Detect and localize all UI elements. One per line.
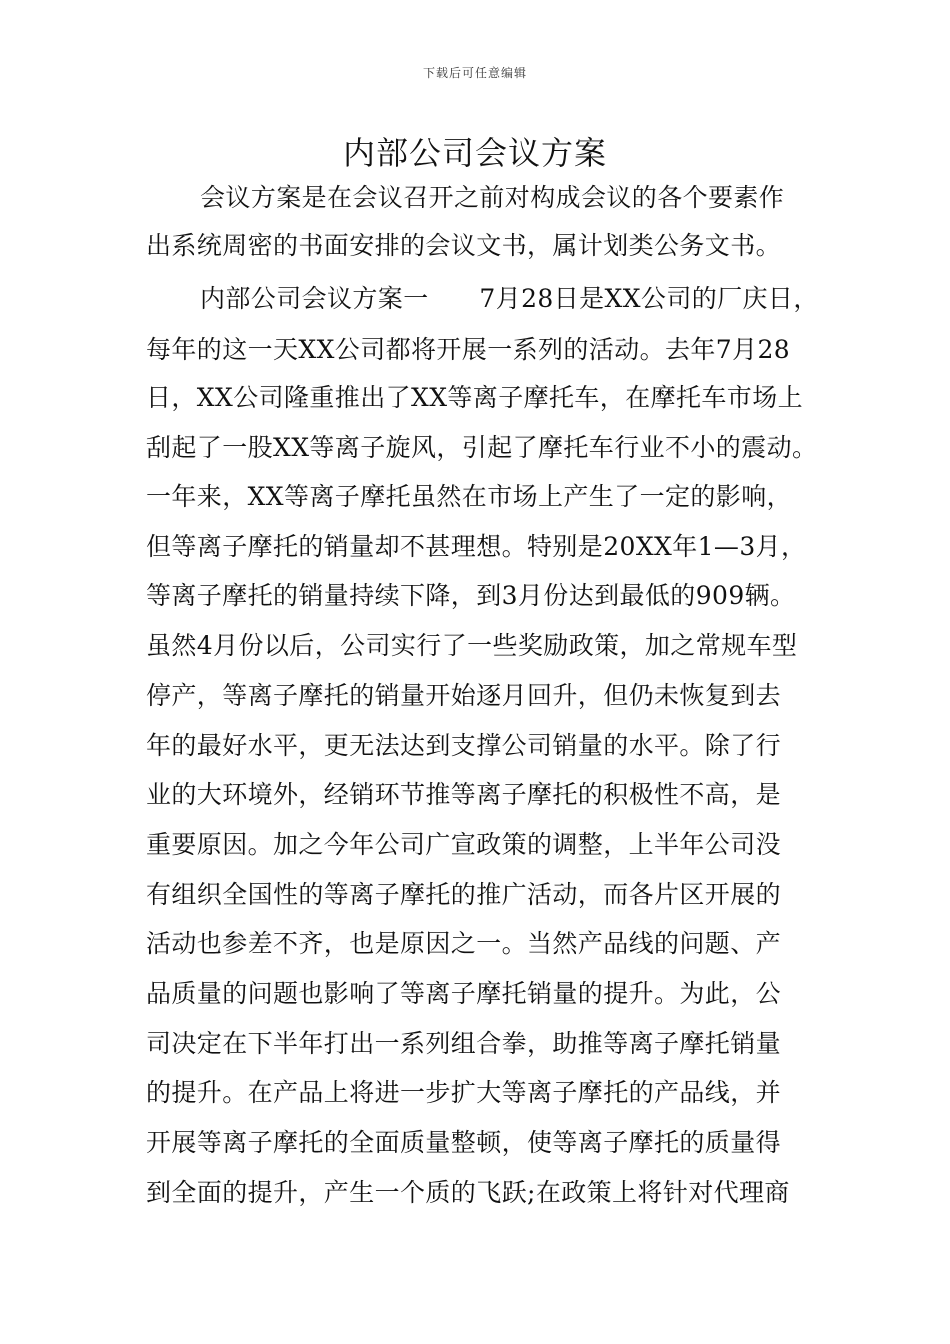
paragraph-line: 开展等离子摩托的全面质量整顿，使等离子摩托的质量得	[146, 1128, 782, 1157]
paragraph-line: 刮起了一股XX等离子旋风，引起了摩托车行业不小的震动。	[146, 433, 818, 462]
paragraph-line: 一年来，XX等离子摩托虽然在市场上产生了一定的影响，	[146, 482, 792, 511]
paragraph-line: 重要原因。加之今年公司广宣政策的调整，上半年公司没	[146, 830, 782, 859]
paragraph-line: 活动也参差不齐，也是原因之一。当然产品线的问题、产	[146, 929, 782, 958]
paragraph-line: 业的大环境外，经销环节推等离子摩托的积极性不高，是	[146, 780, 782, 809]
paragraph-line: 品质量的问题也影响了等离子摩托销量的提升。为此，公	[146, 979, 782, 1008]
paragraph-line: 司决定在下半年打出一系列组合拳，助推等离子摩托销量	[146, 1029, 782, 1058]
paragraph-line: 虽然4月份以后，公司实行了一些奖励政策，加之常规车型	[146, 631, 798, 660]
paragraph-line: 内部公司会议方案一 7月28日是XX公司的厂庆日，	[200, 284, 819, 313]
paragraph-line: 年的最好水平，更无法达到支撑公司销量的水平。除了行	[146, 731, 782, 760]
header-note: 下载后可任意编辑	[422, 66, 527, 80]
paragraph-line: 到全面的提升，产生一个质的飞跃;在政策上将针对代理商	[146, 1178, 790, 1207]
paragraph-line: 等离子摩托的销量持续下降，到3月份达到最低的909辆。	[146, 581, 796, 610]
paragraph-line: 每年的这一天XX公司都将开展一系列的活动。去年7月28	[146, 335, 791, 364]
paragraph-line: 停产，等离子摩托的销量开始逐月回升，但仍未恢复到去	[146, 681, 782, 710]
paragraph-line: 出系统周密的书面安排的会议文书，属计划类公务文书。	[146, 231, 782, 260]
paragraph-line: 有组织全国性的等离子摩托的推广活动，而各片区开展的	[146, 880, 782, 909]
paragraph-line: 会议方案是在会议召开之前对构成会议的各个要素作	[200, 183, 785, 212]
paragraph-line: 日，XX公司隆重推出了XX等离子摩托车，在摩托车市场上	[146, 383, 803, 412]
paragraph-line: 的提升。在产品上将进一步扩大等离子摩托的产品线，并	[146, 1078, 782, 1107]
paragraph-line: 但等离子摩托的销量却不甚理想。特别是20XX年1—3月，	[146, 532, 807, 561]
document-title: 内部公司会议方案	[342, 134, 607, 172]
